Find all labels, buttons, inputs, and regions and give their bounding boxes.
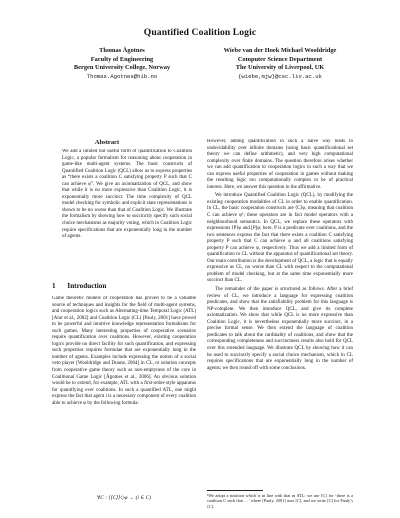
section-title: Introduction (67, 282, 107, 290)
author-block-1 (52, 47, 192, 81)
quantified-formula: ∀C : ⟨⟨C⟩⟩◇φ → (i ∈ C) (97, 495, 151, 501)
author-email: Thomas.Agotnes@hib.no (86, 72, 158, 80)
abstract-heading: Abstract (94, 139, 120, 146)
intro-paragraph: The remainder of the paper is structured as follows. After a brief review of CL, we introduce a language for expressing coalition predicates, and show that the satisfiability problem for this language is NP-complete. We then introduce QCL, and give its complete axiomatization. We show that while QCL is no more expressive than Coalition Logic, it is nevertheless exponentially more succinct, in a precise formal sense. We then extend the language of coalition predicates to talk about the cardinality of coalitions, and show that the corresponding completeness and succinctness results also hold for QCL over this extended language. We illustrate QCL by showing how it can be used to succinctly specify a social choice mechanism, which in CL requires specifications that are exponentially long in the number of agents; we then round off with some conclusions. (207, 287, 353, 371)
author-name: Wiebe van der Hoek Michael Wooldridge (223, 47, 337, 54)
section-heading (52, 282, 106, 290)
author-block-2 (205, 47, 355, 81)
author-email: {wiebe,mjw}@csc.liv.ac.uk (238, 72, 322, 80)
intro-paragraph: We introduce Quantified Coalition Logic (QCL), by modifying the existing cooperation modalities of CL in order to enable quantification. In CL, the basic cooperation constructs are ⟨C⟩φ, meaning that coalition C can achieve φ¹; these operators are in fact model operators with a neighbourhood semantics. In QCL, we replace these operators with expressions ⟨P⟩φ and [P]φ; here, P is a predicate over coalitions, and the two sentences express the fact that there exists a coalition C satisfying property P such that C can achieve φ and all coalitions satisfying property P can achieve φ, respectively. Thus we add a limited form of quantification to CL without the apparatus of quantificational set theory. Our main contribution is the development of QCL, a logic that is equally expressive as CL, no worse than CL with respect to the computational problem of model checking, but at the same time exponentially more succinct than CL. (207, 193, 353, 284)
intro-right-column (207, 139, 353, 487)
author-affiliation: Faculty of Engineering (90, 55, 154, 63)
footnote-rule (207, 490, 263, 491)
footnote: ¹We adopt a notation which is in line with that in ATL: we use ⟨C⟩ for ‘there is a coalition C such that …’ where [Pauly, 2001] uses [C], and we write [C] for Pauly’s ⟨C⟩. (207, 493, 353, 509)
author-institution: Bergen University College, Norway (73, 64, 171, 72)
author-affiliation: Computer Science Department (237, 55, 323, 63)
author-name: Thomas Ågotnes (99, 47, 145, 54)
section-number: 1 (52, 282, 56, 290)
abstract-text (62, 149, 192, 277)
abstract-paragraph: We add a limited but useful form of quantification to Coalition Logic, a popular formalism for reasoning about cooperation in game-like multi-agent systems. The basic constructs of Quantified Coalition Logic (QCL) allow us to express properties as “there exists a coalition C satisfying property P such that C can achieve φ”. We give an axiomatization of QCL, and show that while it is no more expressive than Coalition Logic, it is exponentially more succinct. The time complexity of QCL model checking for symbolic and explicit state representations is shown to be no worse than that of Coalition Logic. We illustrate the formalism by showing how to succinctly specify such social choice mechanisms as majority voting, which in Coalition Logic require specifications that are exponentially long in the number of agents. (62, 149, 192, 240)
paper-title: Quantified Coalition Logic (143, 27, 257, 38)
intro-left-column (52, 296, 196, 492)
intro-paragraph: However, adding quantification in such a naive way leads to undecidability over infinite domains (using basic quantificational set theory we can define arithmetic), and very high computational complexity over finite domains. The question therefore arises whether we can add quantification to cooperation logics in such a way that we can express useful properties of cooperation in games without making the resulting logic too computationally complex to be of practical interest. Here, we answer this question in the affirmative. (207, 139, 353, 190)
author-institution: The University of Liverpool, UK (235, 64, 325, 72)
intro-paragraph: Game theoretic models of cooperation has proved to be a valuable source of techniques and insights for the field of multi-agent systems, and cooperation logics such as Alternating-time Temporal Logic (ATL) [Alur et al., 2002] and Coalition Logic (CL) [Pauly, 2001] have proved to be powerful and intuitive knowledge representation formalisms for such games. Many interesting properties of cooperative scenarios require quantification over coalitions. However, existing cooperation logics provide no direct facility for such quantification, and expressing such properties requires formulae that are exponentially long in the number of agents. Examples include expressing the notion of a social veto player [Wooldridge and Dunne, 2004] in CL, or solution concepts from cooperative game theory such as non-emptyness of the core in Coalitional Game Logic [Ågotnes et al., 2006]. An obvious solution would be to extend, for example, ATL with a first-order-style apparatus for quantifying over coalitions. In such a quantified ATL, one might express the fact that agent i is a necessary component of every coalition able to achieve φ by the following formula: (52, 296, 196, 406)
